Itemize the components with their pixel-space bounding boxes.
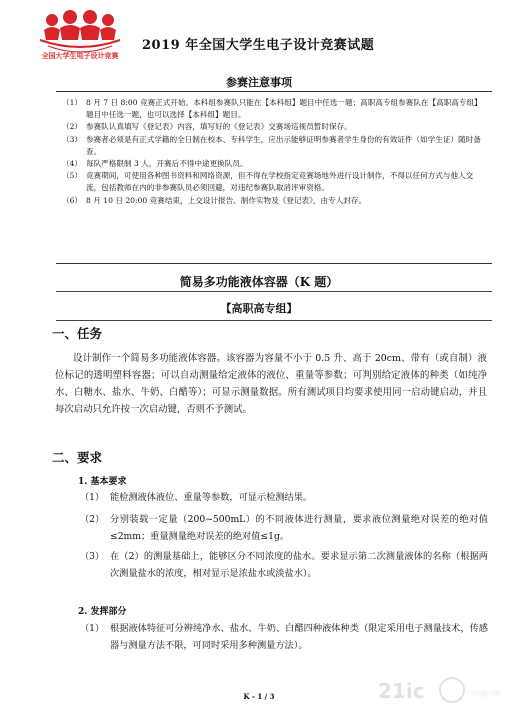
notice-item-number: （1） <box>62 98 83 107</box>
notice-item <box>62 195 486 207</box>
notice-item <box>62 170 486 194</box>
notice-item-number: （4） <box>62 159 83 169</box>
notice-item-text: 竞赛期间，可使用各种图书资料和网络资源，但不得在学校指定竞赛场地外进行设计制作，不得以任何方式与他人交流，包括教师在内的非参赛队员必须回避，对违纪参赛队取消评审资格。 <box>86 171 474 193</box>
requirements-heading: 二、要求 <box>52 450 103 465</box>
notice-item-text: 8 月 7 日 8:00 竞赛正式开始。本科组参赛队只能在【本科组】题目中任选一题；高职高专组参赛队在【高职高专组】题目中任选一题，也可以选择【本科组】题目。 <box>86 98 482 120</box>
notice-item-text: 参赛队认真填写《登记表》内容，填写好的《登记表》交赛场巡视员暂时保存。 <box>86 122 352 132</box>
requirement-item <box>80 621 488 654</box>
problem-group: 【高职高专组】 <box>220 302 298 315</box>
requirement-text: 在（2）的测量基础上，能够区分不同浓度的盐水。要求显示第二次测量液体的名称（根据两次测量盐水的浓度，相对显示是浓盐水或淡盐水）。 <box>110 551 488 579</box>
notice-item-text: 参赛者必须是有正式学籍的全日制在校本、专科学生，应出示能够证明参赛者学生身份的有效证件（如学生证）随时备查。 <box>86 134 481 156</box>
header <box>30 6 500 66</box>
requirement-item <box>80 512 488 545</box>
notice-item-number: （5） <box>62 171 83 181</box>
requirement-item <box>80 490 488 507</box>
notice-title: 参赛注意事项 <box>226 76 292 89</box>
notice-item-number: （3） <box>62 134 83 144</box>
notice-item <box>62 97 486 121</box>
notice-list <box>62 97 486 207</box>
requirement-text: 能检测液体液位、重量等参数，可显示检测结果。 <box>110 492 313 503</box>
site-watermark <box>374 666 514 716</box>
notice-item-number: （6） <box>62 195 83 205</box>
notice-item <box>62 121 486 133</box>
advanced-requirements-heading: 2. 发挥部分 <box>78 607 127 617</box>
requirement-item <box>80 549 488 582</box>
document-title: 2019 年全国大学生电子设计竞赛试题 <box>142 38 375 53</box>
watermark-subtext: 中国电子网 <box>470 691 501 698</box>
notice-item-number: （2） <box>62 122 83 132</box>
logo-text: 全国大学生电子设计竞赛 <box>41 52 119 60</box>
notice-item-text: 8 月 10 日 20:00 竞赛结束，上交设计报告、制作实物及《登记表》，由专人封存。 <box>86 195 367 205</box>
requirement-number: （3） <box>80 551 105 562</box>
basic-requirements-heading: 1. 基本要求 <box>78 477 127 487</box>
requirement-number: （1） <box>80 492 105 503</box>
competition-logo <box>30 6 140 64</box>
requirement-text: 分别装载一定量（200~500mL）的不同液体进行测量，要求液位测量绝对误差的绝对值≤2mm；重量测量绝对误差的绝对值≤1g。 <box>110 514 488 542</box>
page-number: K - 1 / 3 <box>243 692 275 701</box>
watermark-text: 21ic <box>378 679 425 703</box>
requirement-number: （1） <box>80 623 105 634</box>
notice-item-text: 每队严格限制 3 人，开赛后不得中途更换队员。 <box>86 159 248 169</box>
task-text: 设计制作一个简易多功能液体容器。该容器为容量不小于 0.5 升、高于 20cm、带有（或自制）液位标记的透明塑料容器；可以自动测量给定液体的液位、重量等参数；可判别给定液体的种类（如纯净水、白糖水、盐水、牛奶、白醋等）；可显示测量数据。所有测试项目均要求使用同一启动键启动，并且每次启动只允许按一次启动键，否则不予测试。 <box>55 353 487 415</box>
group-divider <box>56 320 492 321</box>
problem-title: 简易多功能液体容器（K 题） <box>179 275 339 289</box>
notice-item <box>62 134 486 158</box>
requirement-number: （2） <box>80 514 105 525</box>
notice-item <box>62 158 486 170</box>
task-heading: 一、任务 <box>52 326 103 341</box>
title-divider <box>56 291 492 292</box>
watermark-ring-icon <box>440 678 464 702</box>
logo-figures <box>40 10 120 52</box>
requirement-text: 根据液体特征可分辨纯净水、盐水、牛奶、白醋四种液体种类（限定采用电子测量技术，传感器与测量方法不限，可同时采用多种测量方法）。 <box>110 623 488 651</box>
